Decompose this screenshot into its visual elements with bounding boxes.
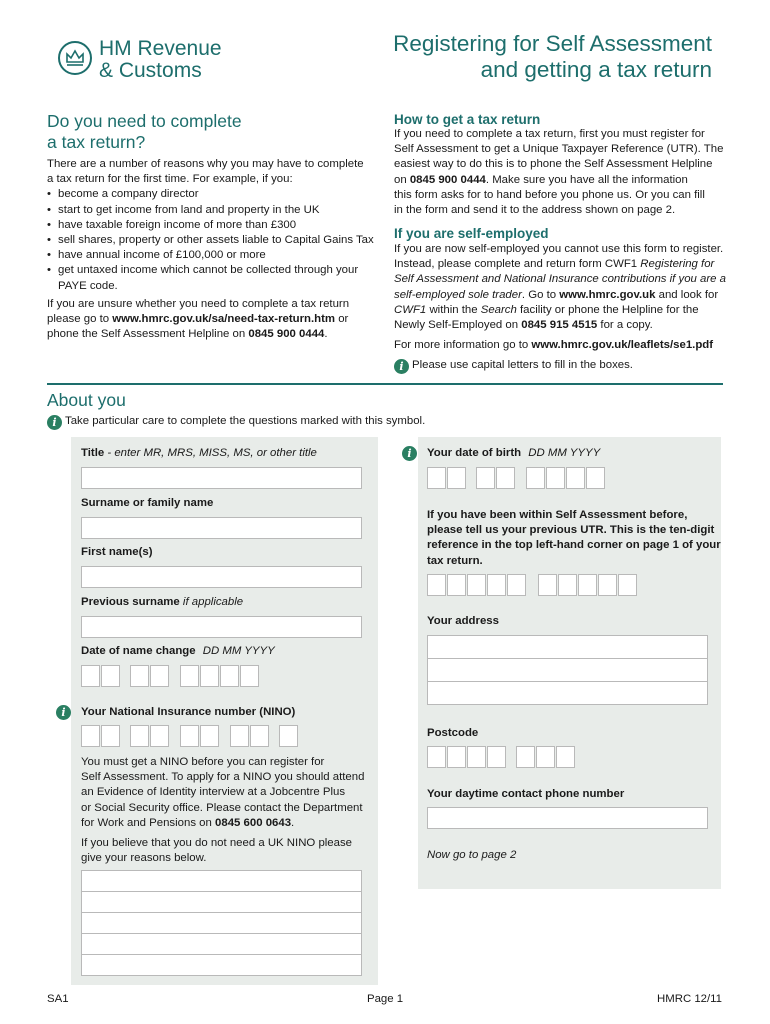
text: DD MM YYYY bbox=[528, 447, 601, 459]
nino-instruction-line: an Evidence of Identity interview at a Jobcentre Plus bbox=[81, 786, 346, 799]
utr-label-line: reference in the top left-hand corner on page 1 of your bbox=[427, 539, 721, 552]
unsure-line-1: If you are unsure whether you need to complete a tax return bbox=[47, 298, 350, 310]
title-input[interactable] bbox=[81, 467, 362, 489]
how-to-get-paragraph bbox=[394, 127, 723, 218]
text: DD MM YYYY bbox=[202, 645, 275, 657]
date-digit-box[interactable] bbox=[200, 665, 219, 687]
utr-label-line: please tell us your previous UTR. This is the ten-digit bbox=[427, 524, 715, 537]
form-code: SA1 bbox=[47, 993, 69, 1005]
date-digit-box[interactable] bbox=[150, 665, 169, 687]
phone-label: Your daytime contact phone number bbox=[427, 788, 625, 800]
nino-character-box[interactable] bbox=[230, 725, 249, 747]
text: Self Assessment and National Insurance contributions if you are a bbox=[394, 273, 726, 286]
more-info-line bbox=[394, 338, 726, 353]
text: CWF1 bbox=[394, 303, 427, 316]
reasons-list-continuation: PAYE code. bbox=[58, 279, 118, 292]
reasons-intro-line-2: a tax return for the first time. For example, if you: bbox=[47, 173, 293, 186]
utr-digit-box[interactable] bbox=[558, 574, 577, 596]
nino-character-box[interactable] bbox=[130, 725, 149, 747]
address-line-divider bbox=[428, 658, 707, 659]
self-employed-line bbox=[394, 257, 726, 272]
first-name-label: First name(s) bbox=[81, 546, 153, 558]
nino-character-box[interactable] bbox=[200, 725, 219, 747]
self-employed-heading: If you are self-employed bbox=[394, 226, 549, 241]
nino-character-box[interactable] bbox=[279, 725, 298, 747]
text: Previous surname bbox=[81, 596, 180, 608]
dob-digit-box[interactable] bbox=[546, 467, 565, 489]
tax-return-heading-line-2: a tax return? bbox=[47, 132, 146, 152]
capital-letters-note: Please use capital letters to fill in the boxes. bbox=[412, 359, 633, 371]
list-item: • get untaxed income which cannot be collected through your bbox=[47, 263, 387, 278]
utr-digit-box[interactable] bbox=[507, 574, 526, 596]
dob-digit-box[interactable] bbox=[586, 467, 605, 489]
how-to-get-line: in the form and send it to the address shown on page 2. bbox=[394, 204, 676, 217]
date-digit-box[interactable] bbox=[101, 665, 120, 687]
text: For more information go to bbox=[394, 339, 532, 352]
reason-line-divider bbox=[82, 891, 361, 892]
nino-instruction-line: or Social Security office. Please contact the Department bbox=[81, 801, 363, 814]
info-icon: i bbox=[47, 415, 62, 430]
reasons-intro bbox=[47, 157, 387, 294]
address-line-divider bbox=[428, 681, 707, 682]
date-of-birth-label bbox=[427, 447, 600, 459]
utr-digit-box[interactable] bbox=[618, 574, 637, 596]
self-employed-paragraph bbox=[394, 242, 726, 353]
page-title-line-2: and getting a tax return bbox=[480, 57, 712, 82]
text: Instead, please complete and return form CWF1 bbox=[394, 258, 641, 271]
nino-character-box[interactable] bbox=[180, 725, 199, 747]
postcode-character-box[interactable] bbox=[447, 746, 466, 768]
nino-instruction-line bbox=[81, 816, 364, 831]
text: for Work and Pensions on bbox=[81, 816, 216, 829]
text: for a copy. bbox=[597, 319, 653, 332]
unsure-text: or bbox=[335, 313, 349, 326]
utr-digit-box[interactable] bbox=[447, 574, 466, 596]
text: . Make sure you have all the information bbox=[485, 173, 688, 186]
info-icon: i bbox=[402, 446, 417, 461]
list-item: • have taxable foreign income of more than £300 bbox=[47, 218, 387, 233]
reasons-list bbox=[47, 187, 387, 278]
self-employed-helpline: 0845 915 4515 bbox=[521, 319, 598, 332]
no-nino-line: give your reasons below. bbox=[81, 852, 207, 865]
utr-digit-box[interactable] bbox=[467, 574, 486, 596]
date-digit-box[interactable] bbox=[220, 665, 239, 687]
logo-line-1: HM Revenue bbox=[99, 37, 222, 60]
text: facility or phone the Helpline for the bbox=[516, 303, 699, 316]
text: Date of name change bbox=[81, 645, 196, 657]
section-divider bbox=[47, 383, 723, 385]
helpline-number: 0845 900 0444 bbox=[409, 173, 486, 186]
tax-return-heading bbox=[47, 111, 242, 153]
date-digit-box[interactable] bbox=[240, 665, 259, 687]
reason-line-divider bbox=[82, 912, 361, 913]
dob-digit-box[interactable] bbox=[566, 467, 585, 489]
nino-label: Your National Insurance number (NINO) bbox=[81, 706, 296, 718]
how-to-get-line: If you need to complete a tax return, first you must register for bbox=[394, 128, 705, 140]
dwp-phone-number: 0845 600 0643 bbox=[215, 816, 292, 829]
postcode-label: Postcode bbox=[427, 727, 479, 739]
nino-character-box[interactable] bbox=[250, 725, 269, 747]
text: Your date of birth bbox=[427, 447, 522, 459]
unsure-text: phone the Self Assessment Helpline on bbox=[47, 328, 249, 341]
page-title-line-1: Registering for Self Assessment bbox=[393, 31, 712, 56]
unsure-text: please go to bbox=[47, 313, 113, 326]
unsure-line-3 bbox=[47, 327, 349, 342]
tax-return-heading-line-1: Do you need to complete bbox=[47, 111, 242, 131]
dob-digit-box[interactable] bbox=[447, 467, 466, 489]
reason-line-divider bbox=[82, 954, 361, 955]
self-employed-line bbox=[394, 288, 726, 303]
form-version: HMRC 12/11 bbox=[657, 993, 722, 1005]
hmrc-logo bbox=[57, 38, 232, 82]
self-employed-line bbox=[394, 272, 726, 287]
nino-character-box[interactable] bbox=[81, 725, 100, 747]
nino-character-box[interactable] bbox=[101, 725, 120, 747]
text: and look for bbox=[655, 288, 719, 301]
self-employed-line: If you are now self-employed you cannot use this form to register. bbox=[394, 243, 724, 255]
how-to-get-line: easiest way to do this is to phone the Self Assessment Helpline bbox=[394, 158, 713, 171]
dob-digit-box[interactable] bbox=[427, 467, 446, 489]
nino-instruction-line: Self Assessment. To apply for a NINO you should attend bbox=[81, 771, 365, 784]
crest-icon bbox=[57, 38, 93, 76]
first-name-input[interactable] bbox=[81, 566, 362, 588]
text: - enter MR, MRS, MISS, MS, or other title bbox=[104, 447, 317, 459]
unsure-line-2 bbox=[47, 312, 349, 327]
nino-instruction-line: You must get a NINO before you can register for bbox=[81, 756, 325, 768]
text: Title bbox=[81, 447, 105, 459]
how-to-get-line bbox=[394, 173, 723, 188]
unsure-text: . bbox=[324, 328, 328, 341]
how-to-get-line: this form asks for to hand before you phone us. Or you can fill bbox=[394, 188, 705, 201]
dob-digit-box[interactable] bbox=[526, 467, 545, 489]
text: Newly Self-Employed on bbox=[394, 319, 522, 332]
utr-digit-box[interactable] bbox=[598, 574, 617, 596]
list-item: • become a company director bbox=[47, 187, 387, 202]
date-digit-box[interactable] bbox=[180, 665, 199, 687]
previous-surname-input[interactable] bbox=[81, 616, 362, 638]
info-icon: i bbox=[56, 705, 71, 720]
previous-surname-label bbox=[81, 596, 243, 608]
care-note: Take particular care to complete the questions marked with this symbol. bbox=[65, 415, 426, 427]
info-icon: i bbox=[394, 359, 409, 374]
utr-label-line: If you have been within Self Assessment before, bbox=[427, 509, 688, 521]
postcode-character-box[interactable] bbox=[467, 746, 486, 768]
date-digit-box[interactable] bbox=[81, 665, 100, 687]
reason-line-divider bbox=[82, 933, 361, 934]
postcode-character-box[interactable] bbox=[556, 746, 575, 768]
about-you-heading: About you bbox=[47, 390, 126, 410]
how-to-get-heading: How to get a tax return bbox=[394, 112, 541, 127]
list-item: • start to get income from land and property in the UK bbox=[47, 203, 387, 218]
unsure-paragraph bbox=[47, 297, 349, 343]
utr-digit-box[interactable] bbox=[427, 574, 446, 596]
surname-input[interactable] bbox=[81, 517, 362, 539]
postcode-character-box[interactable] bbox=[487, 746, 506, 768]
address-label: Your address bbox=[427, 615, 499, 627]
text: self-employed sole trader bbox=[394, 288, 522, 301]
utr-digit-box[interactable] bbox=[578, 574, 597, 596]
how-to-get-line: Self Assessment to get a Unique Taxpayer Reference (UTR). The bbox=[394, 143, 724, 156]
list-item: • have annual income of £100,000 or more bbox=[47, 248, 387, 263]
postcode-character-box[interactable] bbox=[516, 746, 535, 768]
helpline-number: 0845 900 0444 bbox=[248, 328, 325, 341]
nino-character-box[interactable] bbox=[150, 725, 169, 747]
text: Search bbox=[480, 303, 517, 316]
address-input[interactable] bbox=[427, 635, 708, 705]
text: . bbox=[291, 816, 295, 829]
postcode-character-box[interactable] bbox=[536, 746, 555, 768]
no-nino-line: If you believe that you do not need a UK NINO please bbox=[81, 837, 353, 850]
leaflet-link[interactable]: www.hmrc.gov.uk/leaflets/se1.pdf bbox=[531, 339, 714, 352]
text: if applicable bbox=[179, 596, 244, 608]
hmrc-website-link[interactable]: www.hmrc.gov.uk bbox=[559, 288, 656, 301]
name-change-date-label bbox=[81, 645, 275, 657]
utr-label bbox=[427, 508, 721, 569]
text: within the bbox=[426, 303, 481, 316]
self-employed-line bbox=[394, 318, 726, 333]
reasons-intro-line-1: There are a number of reasons why you may have to complete bbox=[47, 158, 364, 170]
nino-instructions bbox=[81, 755, 364, 866]
dob-digit-box[interactable] bbox=[476, 467, 495, 489]
postcode-character-box[interactable] bbox=[427, 746, 446, 768]
utr-digit-box[interactable] bbox=[487, 574, 506, 596]
need-tax-return-link[interactable]: www.hmrc.gov.uk/sa/need-tax-return.htm bbox=[112, 313, 336, 326]
date-digit-box[interactable] bbox=[130, 665, 149, 687]
text: Registering for bbox=[640, 258, 715, 271]
phone-input[interactable] bbox=[427, 807, 708, 829]
text: on bbox=[394, 173, 410, 186]
utr-digit-box[interactable] bbox=[538, 574, 557, 596]
page-title bbox=[393, 31, 712, 83]
next-page-note: Now go to page 2 bbox=[427, 849, 517, 861]
title-label bbox=[81, 447, 317, 459]
no-nino-reasons-input[interactable] bbox=[81, 870, 362, 976]
utr-label-line: tax return. bbox=[427, 554, 483, 567]
list-item: • sell shares, property or other assets liable to Capital Gains Tax bbox=[47, 233, 387, 248]
text: . Go to bbox=[521, 288, 560, 301]
surname-label: Surname or family name bbox=[81, 497, 214, 509]
page-number: Page 1 bbox=[367, 993, 404, 1005]
dob-digit-box[interactable] bbox=[496, 467, 515, 489]
self-employed-line bbox=[394, 303, 726, 318]
logo-line-2: & Customs bbox=[99, 59, 202, 82]
